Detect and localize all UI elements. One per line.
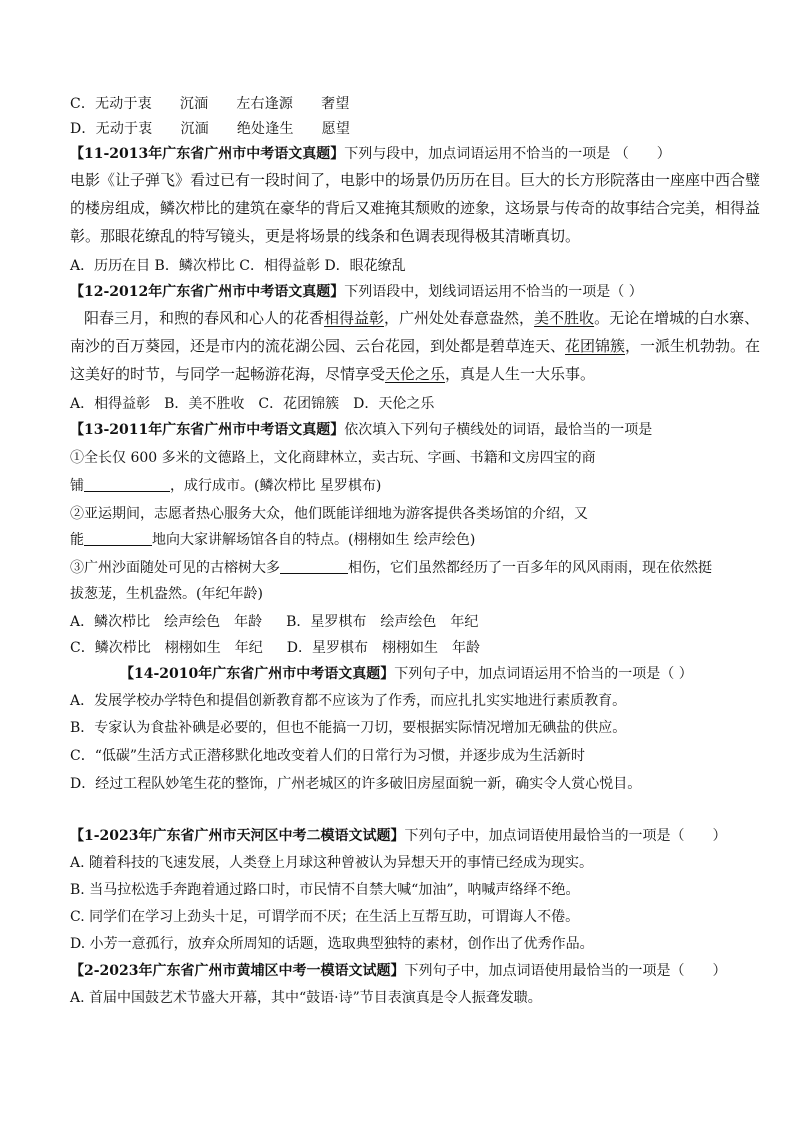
q13-options-cd: C．鳞次栉比 栩栩如生 年纪 D．星罗棋布 栩栩如生 年龄: [70, 640, 480, 656]
q13-sentence-1a: ①全长仅 600 多米的文德路上，文化商肆林立，卖古玩、字画、书籍和文房四宝的商: [70, 450, 596, 466]
underlined-word-3: 花团锦簇: [565, 337, 626, 355]
q12-passage-line-1: 阳春三月，和煦的春风和心人的花香相得益彰，广州处处春意盎然，美不胜收。无论在增城的白水寨、: [84, 309, 760, 327]
q11-passage-line-1: 电影《让子弹飞》看过已有一段时间了，电影中的场景仍历历在目。巨大的长方形院落由一座座中西合璧: [70, 171, 761, 189]
m2-source-tag: 【2-2023年广东省广州市黄埔区中考一模语文试题】: [70, 963, 405, 979]
q13-sentence-2b: 能 地向大家讲解场馆各自的特点。(栩栩如生 绘声绘色): [70, 532, 476, 548]
underlined-word-1: 相得益彰: [324, 309, 385, 327]
q12-stem: 下列语段中，划线词语运用不恰当的一项是（ ）: [344, 284, 643, 300]
q14-stem: 下列句子中，加点词语运用不恰当的一项是（ ）: [394, 666, 693, 682]
m1-option-c: C. 同学们在学习上劲头十足，可谓学而不厌；在生活上互帮互助，可谓诲人不倦。: [70, 909, 580, 925]
q11-header: [70, 144, 671, 164]
fill-blank-3: [280, 559, 348, 574]
q11-options: A．历历在目 B．鳞次栉比 C．相得益彰 D．眼花缭乱: [70, 258, 406, 274]
q14-source-tag: 【14-2010年广东省广州市中考语文真题】: [120, 666, 395, 682]
q14-option-c: C．“低碳”生活方式正潜移默化地改变着人们的日常行为习惯，并逐步成为生活新时: [70, 748, 586, 764]
q13-source-tag: 【13-2011年广东省广州市中考语文真题】: [70, 422, 345, 438]
q11-source-tag: 【11-2013年广东省广州市中考语文真题】: [70, 146, 345, 162]
underlined-word-4: 天伦之乐: [385, 365, 446, 383]
m2-header: [70, 961, 727, 981]
q12-header: [70, 282, 643, 302]
q13-sentence-1b: 铺 ，成行成市。(鳞次栉比 星罗棋布): [70, 478, 382, 494]
q10-option-d: D．无动于衷 沉湎 绝处逢生 愿望: [70, 121, 351, 137]
m1-stem: 下列句子中，加点词语使用最恰当的一项是（ ）: [404, 828, 727, 844]
fill-blank-1: [84, 477, 170, 492]
q13-sentence-2a: ②亚运期间，志愿者热心服务大众，他们既能详细地为游客提供各类场馆的介绍，又: [70, 506, 588, 522]
q13-sentence-3b: 拔葱茏，生机盎然。(年纪年龄): [70, 586, 263, 602]
q11-passage-line-2: 的楼房组成，鳞次栉比的建筑在豪华的背后又难掩其颓败的迹象，这场景与传奇的故事结合完美，相得益: [70, 199, 761, 217]
underlined-word-2: 美不胜收: [534, 309, 595, 327]
q14-option-a: A．发展学校办学特色和提倡创新教育都不应该为了作秀，而应扎扎实实地进行素质教育。: [70, 693, 627, 709]
q14-option-b: B．专家认为食盐补碘是必要的，但也不能搞一刀切，要根据实际情况增加无碘盐的供应。: [70, 720, 627, 736]
m1-source-tag: 【1-2023年广东省广州市天河区中考二模语文试题】: [70, 828, 405, 844]
q11-passage-line-3: 彰。那眼花缭乱的特写镜头，更是将场景的线条和色调表现得极其清晰真切。: [70, 227, 581, 245]
q12-options: A．相得益彰 B．美不胜收 C．花团锦簇 D．天伦之乐: [70, 396, 435, 412]
m1-option-a: A. 随着科技的飞速发展，人类登上月球这种曾被认为异想天开的事情已经成为现实。: [70, 855, 594, 871]
q13-sentence-3a: ③广州沙面随处可见的古榕树大多 相伤，它们虽然都经历了一百多年的风风雨雨，现在依然挺: [70, 560, 712, 576]
m1-header: [70, 826, 727, 846]
q12-passage-line-3: 这美好的时节，与同学一起畅游花海，尽情享受天伦之乐，真是人生一大乐事。: [70, 365, 596, 383]
q11-stem: 下列与段中，加点词语运用不恰当的一项是 （ ）: [344, 146, 671, 162]
m2-stem: 下列句子中，加点词语使用最恰当的一项是（ ）: [404, 963, 727, 979]
q12-passage-line-2: 南沙的百万葵园，还是市内的流花湖公园、云台花园，到处都是碧草连天、花团锦簇，一派生机勃勃。在: [70, 337, 761, 355]
q12-source-tag: 【12-2012年广东省广州市中考语文真题】: [70, 284, 345, 300]
q13-stem: 依次填入下列句子横线处的词语，最恰当的一项是: [344, 422, 653, 438]
q10-option-c: C．无动于衷 沉湎 左右逢源 奢望: [70, 96, 350, 112]
q14-option-d: D．经过工程队妙笔生花的整饰，广州老城区的许多破旧房屋面貌一新，确实令人赏心悦目。: [70, 776, 642, 792]
q14-header: [70, 664, 693, 684]
fill-blank-2: [84, 531, 152, 546]
m2-option-a: A. 首届中国鼓艺术节盛大开幕，其中“鼓语·诗”节目表演真是令人振聋发聩。: [70, 990, 542, 1006]
q13-options-ab: A．鳞次栉比 绘声绘色 年龄 B．星罗棋布 绘声绘色 年纪: [70, 614, 479, 630]
m1-option-b: B. 当马拉松选手奔跑着通过路口时，市民情不自禁大喊“加油”，呐喊声络绎不绝。: [70, 882, 580, 898]
q13-header: [70, 420, 652, 440]
m1-option-d: D. 小芳一意孤行，放弃众所周知的话题，选取典型独特的素材，创作出了优秀作品。: [70, 936, 594, 952]
